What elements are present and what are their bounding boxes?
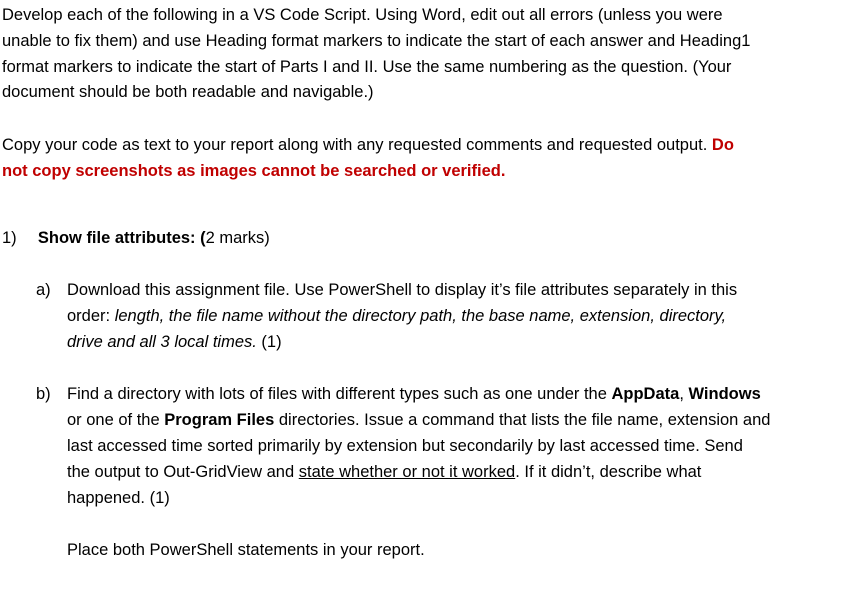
intro-line-1: Develop each of the following in a VS Code Script. Using Word, edit out all errors (unless you were xyxy=(2,6,723,24)
part-a-line-2 xyxy=(67,306,726,326)
part-b-text: . If it didn’t, describe what xyxy=(515,463,702,481)
part-b-line-3: last accessed time sorted primarily by extension but secondarily by last accessed time. Send xyxy=(67,437,743,455)
part-b-label: b) xyxy=(36,385,51,403)
question-marks: 2 marks) xyxy=(205,229,270,247)
part-b-text: directories. Issue a command that lists the file name, extension and xyxy=(274,411,771,429)
part-b-line-1 xyxy=(67,384,761,404)
part-a-marks: (1) xyxy=(256,333,282,351)
copy-note-warning: not copy screenshots as images cannot be searched or verified. xyxy=(2,162,506,180)
part-a-order-label: order: xyxy=(67,307,115,325)
part-b-windows: Windows xyxy=(688,385,761,403)
part-b-text: the output to Out-GridView and xyxy=(67,463,299,481)
part-b-line-2 xyxy=(67,410,770,430)
part-b-comma: , xyxy=(679,385,689,403)
intro-line-3: format markers to indicate the start of Parts I and II. Use the same numbering as the question. (Your xyxy=(2,58,732,76)
copy-note-line-1 xyxy=(2,135,734,155)
part-a-label: a) xyxy=(36,281,51,299)
part-a-attributes-list: length, the file name without the directory path, the base name, extension, directory, xyxy=(114,307,727,325)
intro-line-4: document should be both readable and navigable.) xyxy=(2,83,374,101)
part-b-text: or one of the xyxy=(67,411,165,429)
part-b-line-5: happened. (1) xyxy=(67,489,170,507)
intro-line-2: unable to fix them) and use Heading format markers to indicate the start of each answer and Heading1 xyxy=(2,32,751,50)
question-number: 1) xyxy=(2,229,17,247)
part-a-line-3 xyxy=(67,332,282,352)
place-statements-note: Place both PowerShell statements in your report. xyxy=(67,541,425,559)
part-b-program-files: Program Files xyxy=(164,411,275,429)
part-b-appdata: AppData xyxy=(611,385,680,403)
part-a-attributes-list-end: drive and all 3 local times. xyxy=(67,333,257,351)
part-b-underlined-instruction: state whether or not it worked xyxy=(298,463,516,481)
part-b-line-4 xyxy=(67,462,701,482)
question-1-heading xyxy=(2,228,270,248)
copy-note-text: Copy your code as text to your report along with any requested comments and requested output. xyxy=(2,136,712,154)
question-title: Show file attributes: ( xyxy=(37,229,206,247)
copy-note-warning-start: Do xyxy=(711,136,734,154)
part-b-text: Find a directory with lots of files with different types such as one under the xyxy=(67,385,612,403)
part-a-line-1: Download this assignment file. Use PowerShell to display it’s file attributes separately in this xyxy=(67,281,738,299)
